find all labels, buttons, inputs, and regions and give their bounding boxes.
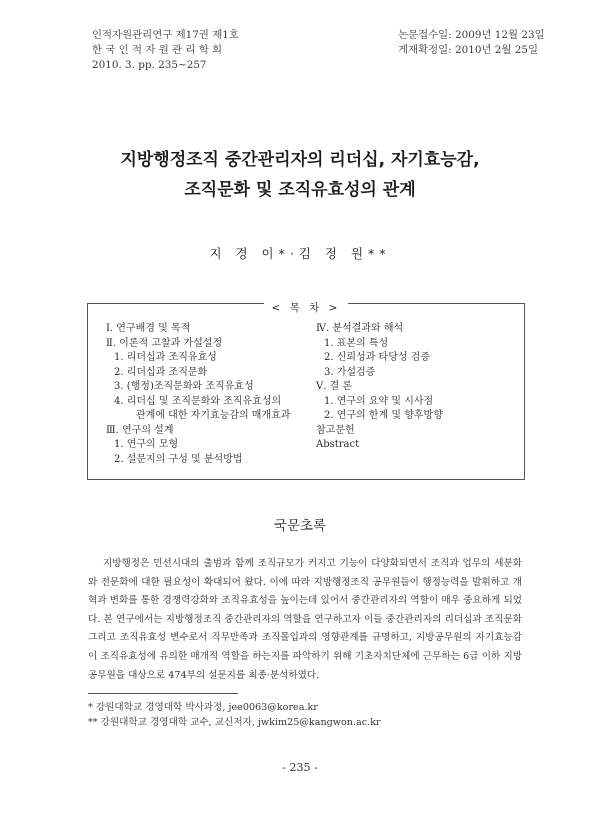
toc-item: 참고문헌 bbox=[316, 424, 355, 436]
authors: 지 경 이*·김 정 원** bbox=[209, 246, 391, 261]
toc-item: 2. 리더십과 조직문화 bbox=[114, 366, 208, 378]
received-date: 논문접수일: 2009년 12월 23일 bbox=[398, 29, 545, 41]
toc-right-column bbox=[316, 322, 516, 453]
submission-dates bbox=[398, 28, 545, 58]
toc-item: Ⅴ. 결 론 bbox=[316, 381, 353, 392]
society-name: 한 국 인 적 자 원 관 리 학 회 bbox=[92, 44, 223, 56]
journal-info bbox=[92, 28, 239, 73]
paper-title-line2: 조직문화 및 조직유효성의 관계 bbox=[184, 180, 416, 200]
toc-item: 1. 표본의 특성 bbox=[324, 337, 389, 349]
paper-title-line1: 지방행정조직 중간관리자의 리더십, 자기효능감, bbox=[120, 150, 480, 170]
toc-item: Ⅲ. 연구의 설계 bbox=[106, 424, 174, 436]
toc-item: 관계에 대한 자기효능감의 매개효과 bbox=[136, 410, 291, 421]
abstract-title: 국문초록 bbox=[273, 518, 327, 534]
toc-item: 2. 신뢰성과 타당성 검증 bbox=[324, 352, 431, 363]
toc-item: Abstract bbox=[316, 439, 360, 450]
toc-item: 1. 리더십과 조직유효성 bbox=[114, 352, 217, 363]
toc-left-column bbox=[106, 322, 316, 467]
footnote-divider bbox=[88, 693, 238, 694]
footnotes bbox=[88, 700, 381, 730]
abstract-body: 지방행정은 민선시대의 출범과 함께 조직규모가 커지고 기능이 다양화되면서 조직과 업무의 세분화와 전문화에 대한 필요성이 확대되어 왔다. 이에 따라 지방행정조직 공무원들이 행정능력을 발휘하고 개혁과 변화를 통한 경쟁력강화와 조직유효성을 높이는데 있어서 중간관리자의 역할이 매우 중요하게 되었다. 본 연구에서는 지방행정조직 중간관리자의 역할을 연구하고자 이들 중간관리자의 리더십과 조직문화 그리고 조직유효성 변수로서 직무만족과 조직몰입과의 영향관계를 규명하고, 지방공무원의 자기효능감이 조직유효성에 유의한 매개적 역할을 하는지를 파악하기 위해 기초자치단체에 근무하는 6급 이하 지방공무원을 대상으로 474부의 설문지를 최종·분석하였다. bbox=[88, 558, 522, 681]
paper-title bbox=[0, 145, 600, 205]
toc-item: 2. 설문지의 구성 및 분석방법 bbox=[114, 453, 243, 465]
toc-item: Ⅰ. 연구배경 및 목적 bbox=[106, 323, 191, 334]
toc-heading: < 목 차 > bbox=[264, 302, 349, 314]
footnote-corresponding-author: ** 강원대학교 경영대학 교수, 교신저자, jwkim25@kangwon.ac.kr bbox=[88, 717, 381, 728]
toc-item: 1. 연구의 모형 bbox=[114, 439, 179, 450]
journal-name: 인적자원관리연구 제17권 제1호 bbox=[92, 29, 239, 41]
accepted-date: 게재확정일: 2010년 2월 25일 bbox=[398, 44, 538, 56]
footnote-first-author: * 강원대학교 경영대학 박사과정, jee0063@korea.kr bbox=[88, 702, 318, 713]
issue-pages: 2010. 3. pp. 235~257 bbox=[92, 59, 207, 71]
toc-item: Ⅱ. 이론적 고찰과 가설설정 bbox=[106, 337, 223, 349]
toc-item: Ⅳ. 분석결과와 해석 bbox=[316, 323, 404, 334]
table-of-contents bbox=[87, 303, 525, 480]
toc-item: 3. (행정)조직문화와 조직유효성 bbox=[114, 381, 254, 392]
toc-item: 4. 리더십 및 조직문화와 조직유효성의 bbox=[114, 395, 282, 407]
toc-item: 1. 연구의 요약 및 시사점 bbox=[324, 395, 434, 407]
toc-item: 3. 가설검증 bbox=[324, 366, 376, 378]
page-number: - 235 - bbox=[282, 761, 318, 774]
toc-item: 2. 연구의 한계 및 향후방향 bbox=[324, 410, 443, 421]
